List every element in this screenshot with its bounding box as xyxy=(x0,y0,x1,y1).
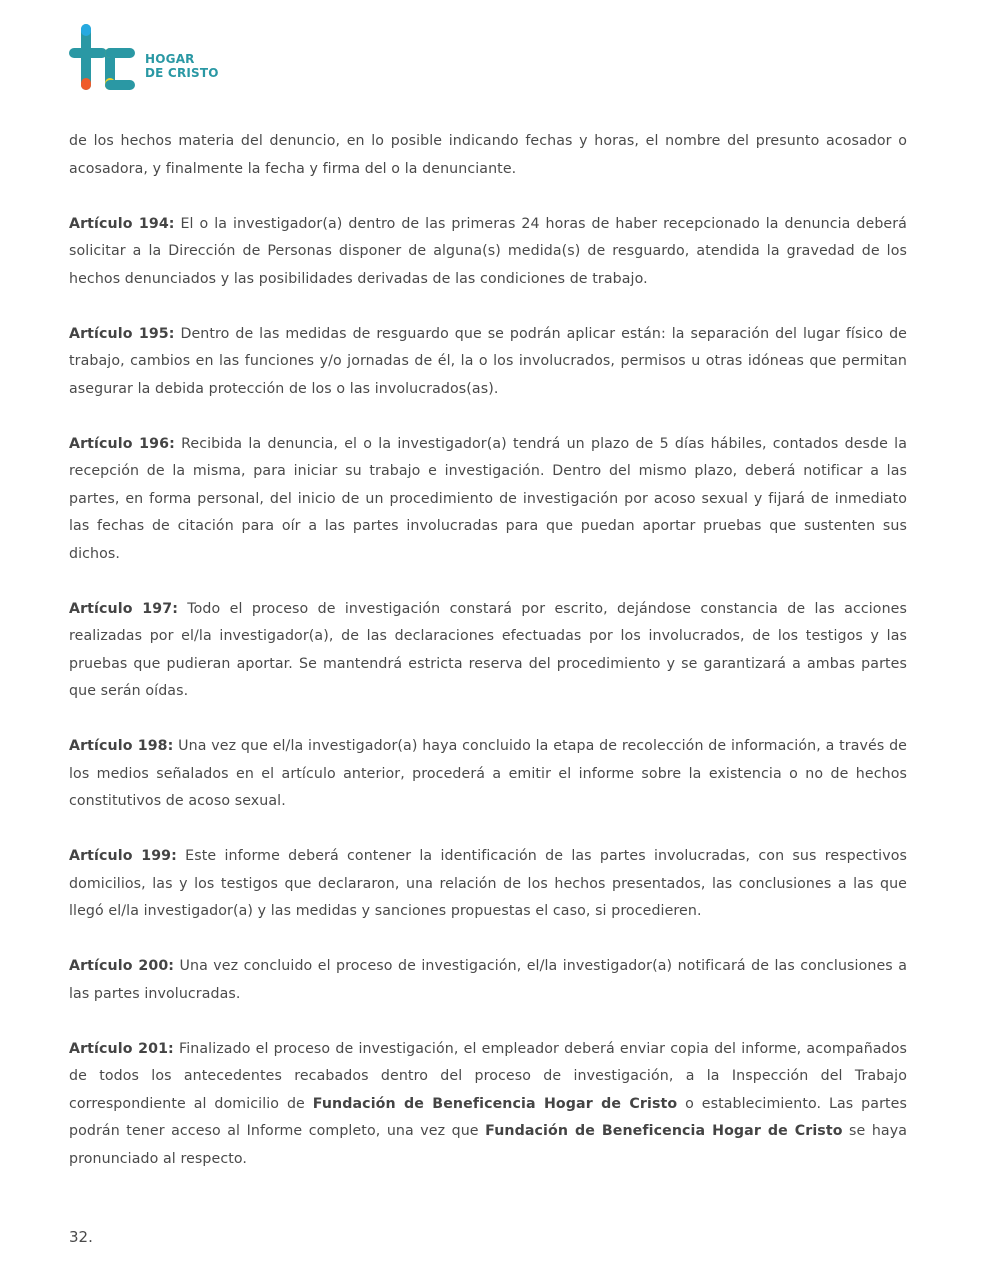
article-text: Recibida la denuncia, el o la investigador(a) tendrá un plazo de 5 días hábiles, contados desde la recepción de la misma, para iniciar su trabajo e investigación. Dentro del mismo plazo, deberá notificar a las partes, en forma personal, del inicio de un procedimiento de investigación por acoso sexual y fijará de inmediato las fechas de citación para oír a las partes involucradas para que puedan aportar pruebas que sustenten sus dichos. xyxy=(69,435,907,562)
paragraph-continuation xyxy=(69,128,907,183)
article-198 xyxy=(69,733,907,816)
organization-name: Fundación de Beneficencia Hogar de Cristo xyxy=(312,1095,678,1112)
article-196 xyxy=(69,431,907,569)
article-199 xyxy=(69,843,907,926)
article-heading: Artículo 198: xyxy=(69,738,174,754)
paragraph-text: de los hechos materia del denuncio, en lo posible indicando fechas y horas, el nombre del presunto acosador o acosadora, y finalmente la fecha y firma del o la denunciante. xyxy=(69,133,907,177)
article-194 xyxy=(69,211,907,294)
article-text: Una vez que el/la investigador(a) haya concluido la etapa de recolección de información, a través de los medios señalados en el artículo anterior, procederá a emitir el informe sobre la existencia o no de hechos constitutivos de acoso sexual. xyxy=(69,738,907,809)
article-heading: Artículo 197: xyxy=(69,600,178,617)
article-heading: Artículo 196: xyxy=(69,435,175,452)
hogar-de-cristo-logo-icon xyxy=(69,22,139,92)
organization-name: Fundación de Beneficencia Hogar de Cristo xyxy=(485,1123,843,1139)
article-195 xyxy=(69,321,907,404)
article-200 xyxy=(69,953,907,1008)
article-text: se haya pronunciado al respecto. xyxy=(69,1123,907,1167)
page-number: 32. xyxy=(69,1228,93,1246)
header xyxy=(69,22,269,92)
article-text: Todo el proceso de investigación constará por escrito, dejándose constancia de las acciones realizadas por el/la investigador(a), de las declaraciones efectuadas por los involucrados, de los testigos y las pruebas que pudieran aportar. Se mantendrá estricta reserva del procedimiento y se garantizará a ambas partes que serán oídas. xyxy=(69,600,907,699)
article-text: Dentro de las medidas de resguardo que se podrán aplicar están: la separación del lugar físico de trabajo, cambios en las funciones y/o jornadas de él, la o los involucrados, permisos u otras idóneas que permitan asegurar la debida protección de los o las involucrados(as). xyxy=(69,325,908,397)
article-text: El o la investigador(a) dentro de las primeras 24 horas de haber recepcionado la denuncia deberá solicitar a la Dirección de Personas disponer de alguna(s) medida(s) de resguardo, atendida la gravedad de los hechos denunciados y las posibilidades derivadas de las condiciones de trabajo. xyxy=(69,215,907,287)
article-text: Finalizado el proceso de investigación, el empleador deberá enviar copia del informe, acompañados de todos los antecedentes recabados dentro del proceso de investigación, a la Inspección del Trabajo correspondiente al domicilio de xyxy=(69,1040,907,1112)
article-text: Este informe deberá contener la identificación de las partes involucradas, con sus respectivos domicilios, las y los testigos que declararon, una relación de los hechos presentados, las conclusiones a las que llegó el/la investigador(a) y las medidas y sanciones propuestas el caso, si procedieren. xyxy=(69,848,907,919)
article-heading: Artículo 199: xyxy=(69,848,177,864)
document-body xyxy=(69,128,907,1201)
article-text: Una vez concluido el proceso de investigación, el/la investigador(a) notificará de las conclusiones a las partes involucradas. xyxy=(69,958,907,1002)
article-heading: Artículo 201: xyxy=(69,1040,174,1057)
article-heading: Artículo 194: xyxy=(69,215,175,232)
logo-line-2: DE CRISTO xyxy=(145,66,219,80)
article-text: o establecimiento. Las partes podrán tener acceso al Informe completo, una vez que xyxy=(69,1095,907,1139)
article-197 xyxy=(69,596,907,706)
article-heading: Artículo 200: xyxy=(69,958,175,974)
logo-line-1: HOGAR xyxy=(145,52,195,66)
logo-wordmark xyxy=(145,52,219,80)
article-heading: Artículo 195: xyxy=(69,325,175,342)
article-201 xyxy=(69,1036,907,1174)
